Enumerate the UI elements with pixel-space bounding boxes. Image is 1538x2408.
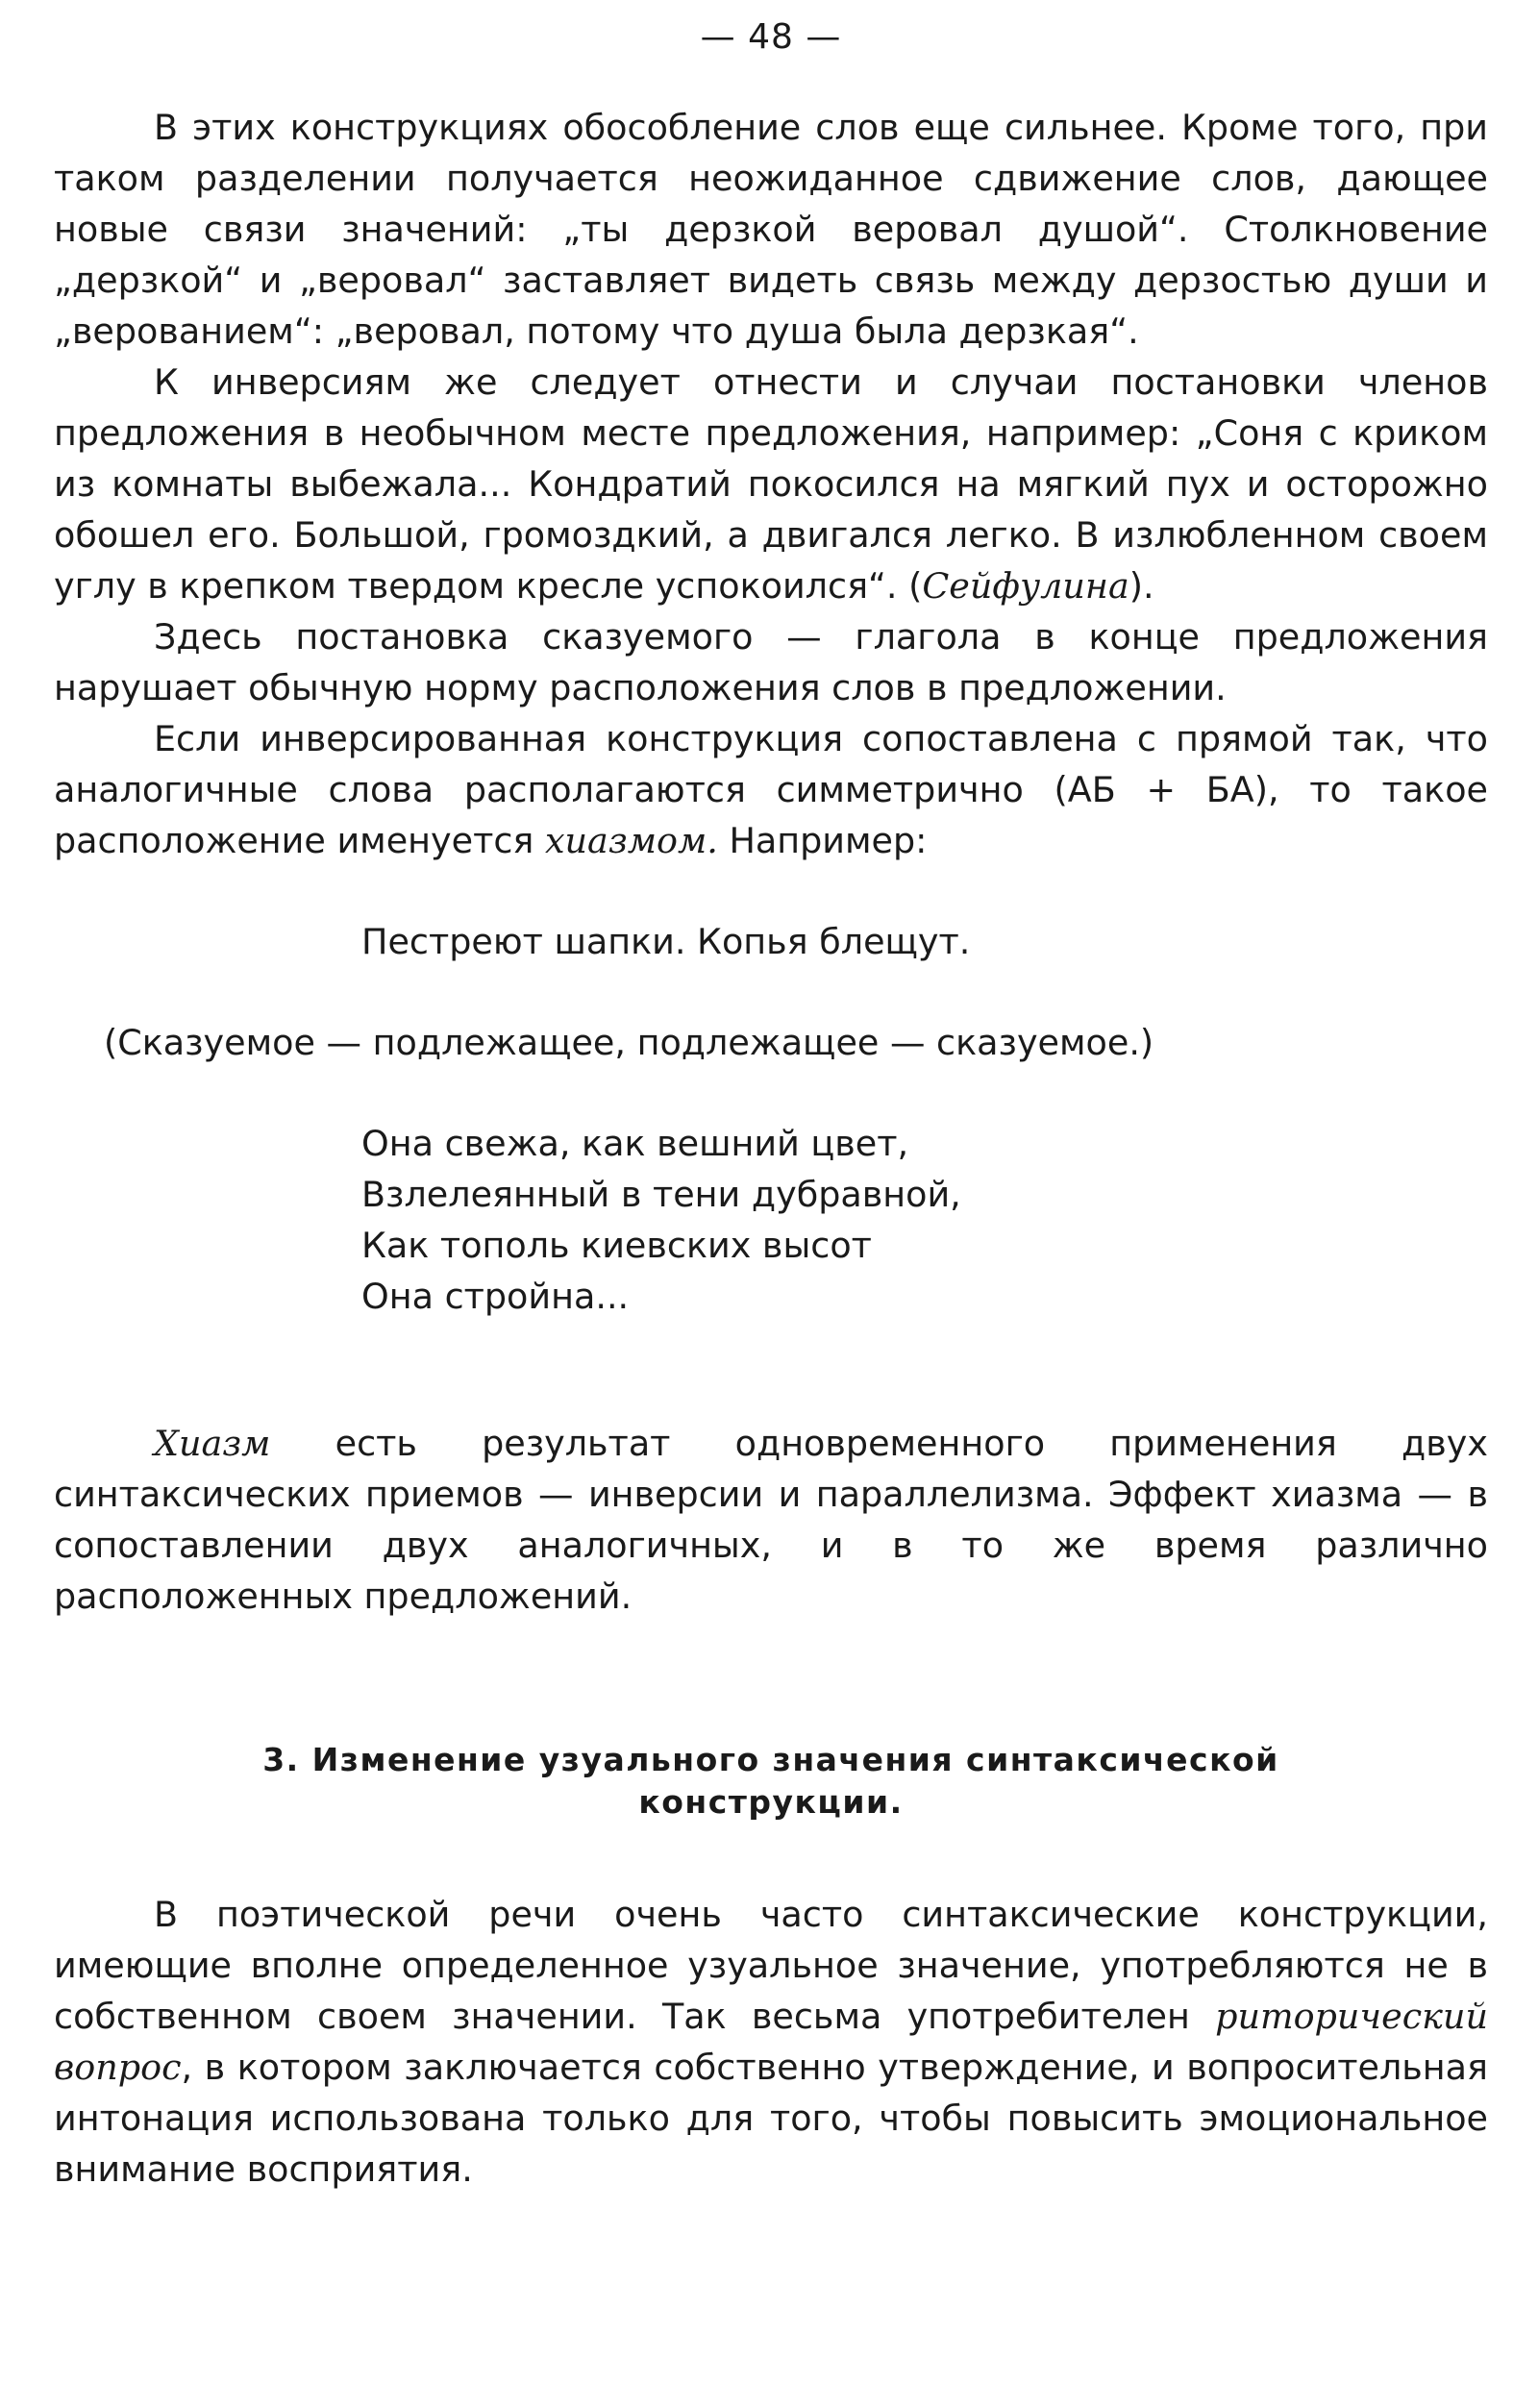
- chiasmus-effect-text: есть результат одновременного применения двух синтаксических приемов — инверсии и параллелизма. Эффект хиазма — в сопоставлении двух аналогичных, и в то же время различно расположенных предложений.: [54, 1423, 1488, 1617]
- chiasmus-term-2: Хиазм: [154, 1423, 271, 1464]
- example-quote: Пестреют шапки. Копья блещут.: [361, 921, 971, 962]
- chiasmus-definition-end: Например:: [717, 820, 928, 861]
- paragraph-inversions-end: ).: [1129, 565, 1154, 607]
- section-heading: 3. Изменение узуального значения синтаксической конструкции.: [262, 1741, 1279, 1821]
- paragraph-chiasmus-definition: [54, 713, 1488, 866]
- paragraph-chiasmus-effect: [54, 1418, 1488, 1622]
- page-number: — 48 —: [700, 17, 842, 57]
- paragraph-inversions: [54, 357, 1488, 611]
- paragraph-inversions-text: К инверсиям же следует отнести и случаи постановки членов предложения в необычном месте предложения, например: „Соня с криком из комнаты выбежала... Кондратий покосился на мягкий пух и осторожно обошел его. Большой, громоздкий, а двигался легко. В излюбленном своем углу в крепком твердом кресле успокоился“. (: [54, 361, 1488, 607]
- poem-quote: [54, 1118, 1488, 1322]
- poem-line-3: Как тополь киевских высот: [361, 1225, 872, 1266]
- paragraph-isolation: В этих конструкциях обособление слов еще сильнее. Кроме того, при таком разделении получается неожиданное сдвижение слов, дающее новые связи значений: „ты дерзкой веровал душой“. Столкновение „дерзкой“ и „веровал“ заставляет видеть связь между дерзостью души и „верованием“: „веровал, потому что душа была дерзкая“.: [54, 107, 1488, 352]
- chiasmus-term: хиазмом.: [544, 820, 718, 861]
- document-page: [54, 15, 1488, 2195]
- chiasmus-definition-text: Если инверсированная конструкция сопоставлена с прямой так, что аналогичные слова располагаются симметрично (АБ + БА), то такое расположение именуется: [54, 718, 1488, 861]
- rhetorical-question-term: риторический вопрос: [54, 1996, 1488, 2088]
- example-note: (Сказуемое — подлежащее, подлежащее — сказуемое.): [104, 1022, 1154, 1063]
- poem-line-1: Она свежа, как вешний цвет,: [361, 1123, 909, 1164]
- rhetorical-question-end: , в котором заключается собственно утверждение, и вопросительная интонация использована только для того, чтобы повысить эмоциональное внимание восприятия.: [54, 2047, 1488, 2190]
- poem-line-4: Она стройна...: [361, 1276, 630, 1317]
- paragraph-predicate-position: Здесь постановка сказуемого — глагола в конце предложения нарушает обычную норму расположения слов в предложении.: [54, 616, 1488, 708]
- paragraph-rhetorical-question: [54, 1889, 1488, 2195]
- rhetorical-question-text: В поэтической речи очень часто синтаксические конструкции, имеющие вполне определенное узуальное значение, употребляются не в собственном своем значении. Так весьма употребителен: [54, 1894, 1488, 2037]
- poem-line-2: Взлелеянный в тени дубравной,: [361, 1174, 961, 1215]
- author-citation: Сейфулина: [922, 565, 1129, 607]
